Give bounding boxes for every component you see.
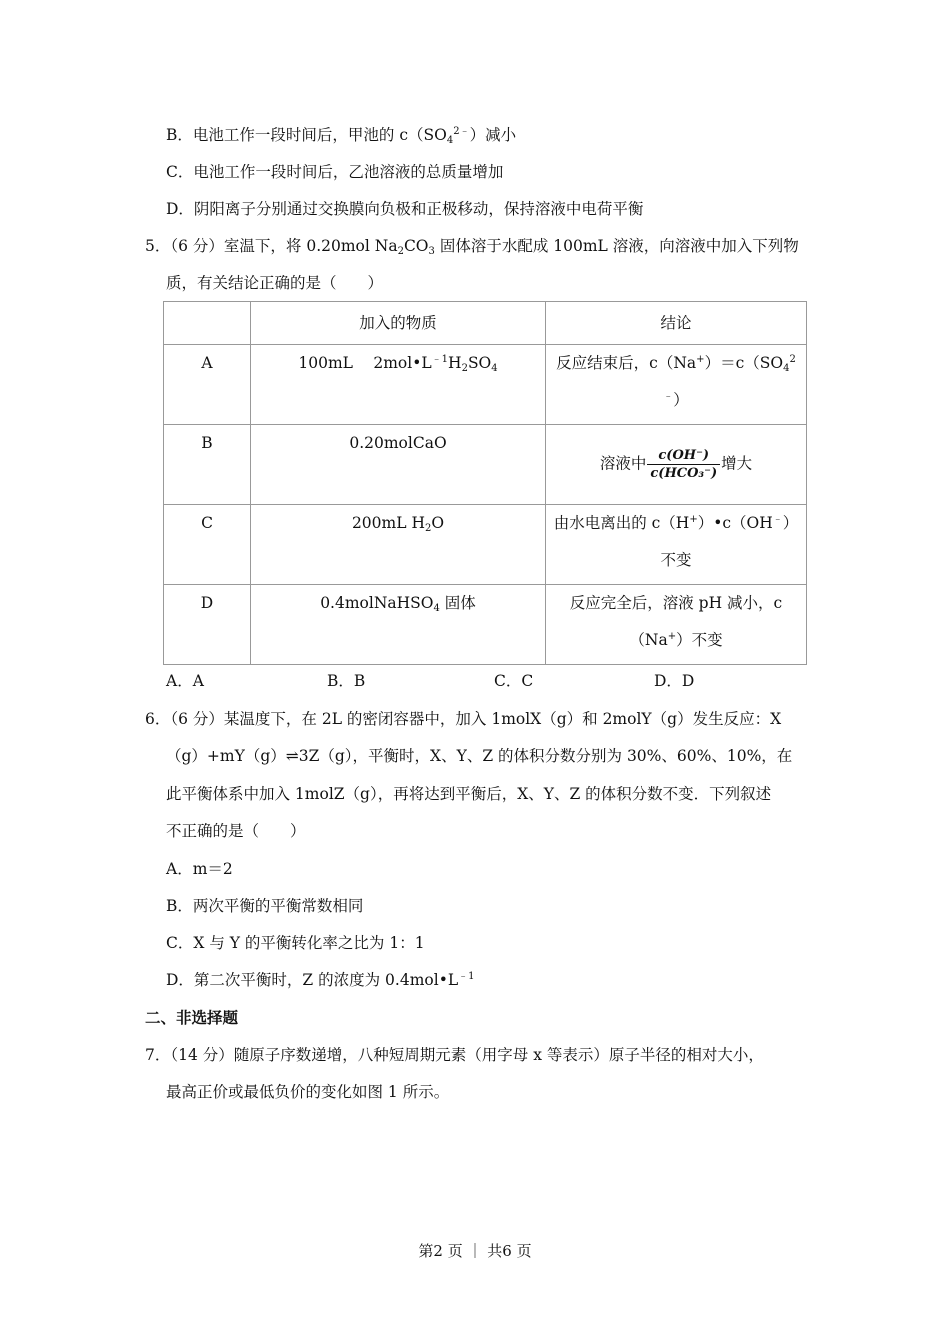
text-part: ） xyxy=(673,391,689,409)
text-part: 增大 xyxy=(721,454,753,473)
q5-header-substance: 加入的物质 xyxy=(251,302,546,345)
superscript: + xyxy=(667,631,677,642)
page-footer: 第2 页 ｜ 共6 页 xyxy=(418,1242,532,1260)
text-part: D．第二次平衡时，Z 的浓度为 0.4mol•L xyxy=(166,971,459,989)
q5-table xyxy=(163,301,807,665)
table-row xyxy=(164,345,807,425)
text-part: 100mL 2mol•L xyxy=(298,354,432,372)
q4-option-b-text: B．电池工作一段时间后，甲池的 c（SO xyxy=(166,126,447,144)
q5-stem-part: 5．（6 分）室温下，将 0.20mol Na xyxy=(145,237,398,255)
text-part: 溶液中 xyxy=(599,454,647,473)
q5-table-header xyxy=(164,302,807,345)
q5-stem-part: CO xyxy=(403,237,429,255)
superscript: ﹣1 xyxy=(431,354,449,365)
q5-stem-line2: 质，有关结论正确的是（ ） xyxy=(166,274,384,292)
q6-stem-line4: 不正确的是（ ） xyxy=(166,822,306,840)
q5-option-c: C．C xyxy=(494,672,534,690)
text-part: ） xyxy=(782,514,799,532)
subscript: 2 xyxy=(397,246,404,257)
text-part: 200mL H xyxy=(351,514,425,532)
subscript: 3 xyxy=(428,246,435,257)
text-part: 由水电离出的 c（H xyxy=(553,514,690,532)
q5-row-label: B xyxy=(164,425,251,505)
q5-row-substance xyxy=(251,505,546,585)
q6-stem-line1: 6．（6 分）某温度下，在 2L 的密闭容器中，加入 1molX（g）和 2molY（g）发生反应：X xyxy=(145,710,782,728)
q5-row-conclusion xyxy=(546,505,807,585)
superscript: ﹣ xyxy=(772,514,783,525)
q5-row-substance xyxy=(251,345,546,425)
text-part: H xyxy=(448,354,462,372)
table-row xyxy=(164,425,807,505)
q7-stem-line1: 7．（14 分）随原子序数递增，八种短周期元素（用字母 x 等表示）原子半径的相对大小， xyxy=(145,1046,764,1064)
section-title: 二、非选择题 xyxy=(145,1008,239,1027)
q5-header-conclusion: 结论 xyxy=(546,302,807,345)
q5-row-conclusion xyxy=(546,425,807,505)
q5-row-conclusion xyxy=(546,585,807,665)
subscript: 2 xyxy=(424,523,432,534)
q6-option-c: C．X 与 Y 的平衡转化率之比为 1：1 xyxy=(166,934,425,952)
text-part: ）＝c（SO xyxy=(704,354,784,372)
q5-row-label: A xyxy=(164,345,251,425)
text-part: 反应结束后，c（Na xyxy=(556,354,697,372)
superscript: 2 xyxy=(789,354,796,365)
text-part: 0.4molNaHSO xyxy=(320,594,434,612)
q5-row-label: D xyxy=(164,585,251,665)
q4-option-b xyxy=(166,125,516,145)
q4-option-b-tail: ）减小 xyxy=(469,126,517,144)
q5-stem-line1 xyxy=(145,236,799,256)
q7-stem-line2: 最高正价或最低负价的变化如图 1 所示。 xyxy=(166,1083,450,1101)
q5-row-conclusion xyxy=(546,345,807,425)
q6-option-b: B．两次平衡的平衡常数相同 xyxy=(166,897,364,915)
fraction xyxy=(647,447,720,482)
q5-header-blank xyxy=(164,302,251,345)
q5-row-label: C xyxy=(164,505,251,585)
q5-option-a: A．A xyxy=(166,672,204,690)
q4-option-d: D．阴阳离子分别通过交换膜向负极和正极移动，保持溶液中电荷平衡 xyxy=(166,200,644,218)
subscript: 4 xyxy=(783,363,790,374)
subscript: 4 xyxy=(491,363,498,374)
q4-option-c: C．电池工作一段时间后，乙池溶液的总质量增加 xyxy=(166,163,504,181)
text-part: ）•c（OH xyxy=(697,514,773,532)
subscript: 4 xyxy=(446,135,454,146)
table-row xyxy=(164,585,807,665)
q5-option-d: D．D xyxy=(654,672,695,690)
text-part: （Na xyxy=(629,631,668,649)
table-row xyxy=(164,505,807,585)
text-part: SO xyxy=(467,354,492,372)
text-part: 反应完全后，溶液 pH 减小，c xyxy=(569,594,783,612)
superscript: 2﹣ xyxy=(453,126,470,137)
superscript: ﹣ xyxy=(663,391,674,402)
text-part: O xyxy=(431,514,445,532)
text-part: 固体 xyxy=(439,594,476,612)
superscript: ﹣1 xyxy=(458,971,475,982)
q5-option-b: B．B xyxy=(327,672,366,690)
subscript: 4 xyxy=(433,603,440,614)
fraction-numerator: c(OH⁻) xyxy=(647,447,720,465)
superscript: + xyxy=(696,354,705,365)
q6-stem-line2: （g）+mY（g）⇌3Z（g），平衡时，X、Y、Z 的体积分数分别为 30%、60%、10%，在 xyxy=(166,747,793,765)
q6-option-d xyxy=(166,970,475,990)
q5-stem-part: 固体溶于水配成 100mL 溶液，向溶液中加入下列物 xyxy=(434,237,799,255)
q5-row-substance: 0.20molCaO xyxy=(251,425,546,505)
subscript: 2 xyxy=(461,363,468,374)
q6-stem-line3: 此平衡体系中加入 1molZ（g），再将达到平衡后，X、Y、Z 的体积分数不变．下列叙述 xyxy=(166,785,772,803)
q6-option-a: A．m＝2 xyxy=(166,860,233,878)
superscript: + xyxy=(689,514,698,525)
text-part: 不变 xyxy=(660,551,692,569)
text-part: ）不变 xyxy=(676,631,723,649)
q5-row-substance xyxy=(251,585,546,665)
fraction-denominator: c(HCO₃⁻) xyxy=(650,466,718,481)
